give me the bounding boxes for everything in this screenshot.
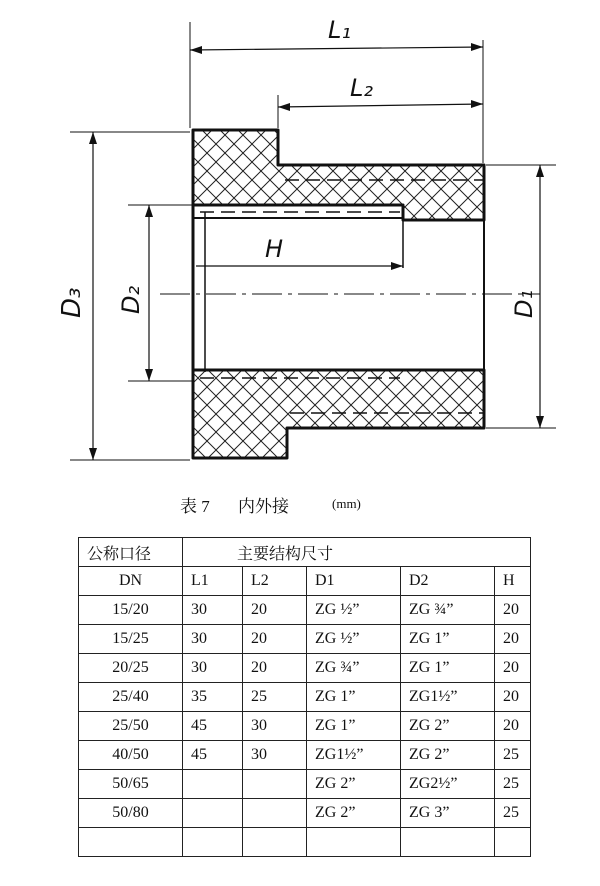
table-cell <box>495 828 531 857</box>
table-cell: ZG 2” <box>307 770 401 799</box>
table-cell: ZG2½” <box>401 770 495 799</box>
table-cell: 20 <box>243 654 307 683</box>
table-cell <box>243 770 307 799</box>
table-cell: 30 <box>243 712 307 741</box>
dimension-l1 <box>190 47 483 50</box>
table-number: 表 7 <box>180 497 210 516</box>
column-header: L1 <box>183 567 243 596</box>
column-header: H <box>495 567 531 596</box>
table-cell <box>183 770 243 799</box>
table-cell: 20 <box>495 683 531 712</box>
table-cell: 25/50 <box>79 712 183 741</box>
table-group-header-row <box>79 538 531 567</box>
table-cell: ZG ¾” <box>401 596 495 625</box>
table-cell: 30 <box>243 741 307 770</box>
table-row <box>79 683 531 712</box>
label-l1: L₁ <box>328 16 351 44</box>
table-cell <box>243 828 307 857</box>
label-h: H <box>265 235 284 263</box>
dimension-l2 <box>278 104 483 107</box>
table-cell: 25 <box>495 741 531 770</box>
table-cell: 45 <box>183 712 243 741</box>
table-column-header-row <box>79 567 531 596</box>
table-cell: ZG 3” <box>401 799 495 828</box>
table-cell: 25 <box>495 799 531 828</box>
table-row <box>79 654 531 683</box>
table-cell: 20 <box>243 596 307 625</box>
table-cell: 30 <box>183 654 243 683</box>
table-cell: 15/25 <box>79 625 183 654</box>
table-cell: ZG1½” <box>401 683 495 712</box>
table-cell: 45 <box>183 741 243 770</box>
table-cell: 20 <box>243 625 307 654</box>
column-header: DN <box>79 567 183 596</box>
table-cell: ZG ½” <box>307 625 401 654</box>
table-cell: 20 <box>495 654 531 683</box>
table-cell: ZG ½” <box>307 596 401 625</box>
column-header: D2 <box>401 567 495 596</box>
column-header: L2 <box>243 567 307 596</box>
table-cell: ZG 1” <box>401 654 495 683</box>
table-cell: 20/25 <box>79 654 183 683</box>
table-cell: 30 <box>183 596 243 625</box>
table-cell: 25/40 <box>79 683 183 712</box>
table-row <box>79 828 531 857</box>
label-d3: D₃ <box>57 287 87 318</box>
table-title: 内外接 <box>238 497 289 516</box>
table-cell <box>183 828 243 857</box>
table-cell: 50/65 <box>79 770 183 799</box>
table-cell: ZG 1” <box>307 683 401 712</box>
table-row <box>79 741 531 770</box>
table-cell: 25 <box>243 683 307 712</box>
table-cell: ZG 2” <box>401 712 495 741</box>
table-cell: ZG 2” <box>307 799 401 828</box>
label-d2: D₂ <box>117 285 145 314</box>
dimension-table <box>78 537 531 857</box>
table-cell: ZG 1” <box>401 625 495 654</box>
table-cell: ZG1½” <box>307 741 401 770</box>
table-cell <box>79 828 183 857</box>
table-cell: 20 <box>495 712 531 741</box>
table-row <box>79 596 531 625</box>
group-header-main-dimensions: 主要结构尺寸 <box>183 538 531 567</box>
table-cell: 50/80 <box>79 799 183 828</box>
table-cell: 20 <box>495 625 531 654</box>
column-header: D1 <box>307 567 401 596</box>
table-row <box>79 712 531 741</box>
upper-wall-section <box>193 130 484 220</box>
group-header-nominal-size: 公称口径 <box>79 538 183 567</box>
table-cell: 20 <box>495 596 531 625</box>
lower-wall-section <box>193 370 484 458</box>
table-cell <box>243 799 307 828</box>
table-cell: 35 <box>183 683 243 712</box>
table-row <box>79 770 531 799</box>
table-cell <box>401 828 495 857</box>
table-cell: 40/50 <box>79 741 183 770</box>
label-l2: L₂ <box>350 74 373 102</box>
table-cell <box>183 799 243 828</box>
table-cell: ZG 1” <box>307 712 401 741</box>
label-d1: D₁ <box>510 289 538 318</box>
table-cell: 25 <box>495 770 531 799</box>
table-caption <box>0 492 600 518</box>
table-row <box>79 799 531 828</box>
table-cell: ZG ¾” <box>307 654 401 683</box>
table-cell: 15/20 <box>79 596 183 625</box>
table-unit: (mm) <box>332 496 361 511</box>
table-cell <box>307 828 401 857</box>
table-cell: 30 <box>183 625 243 654</box>
table-row <box>79 625 531 654</box>
table-cell: ZG 2” <box>401 741 495 770</box>
